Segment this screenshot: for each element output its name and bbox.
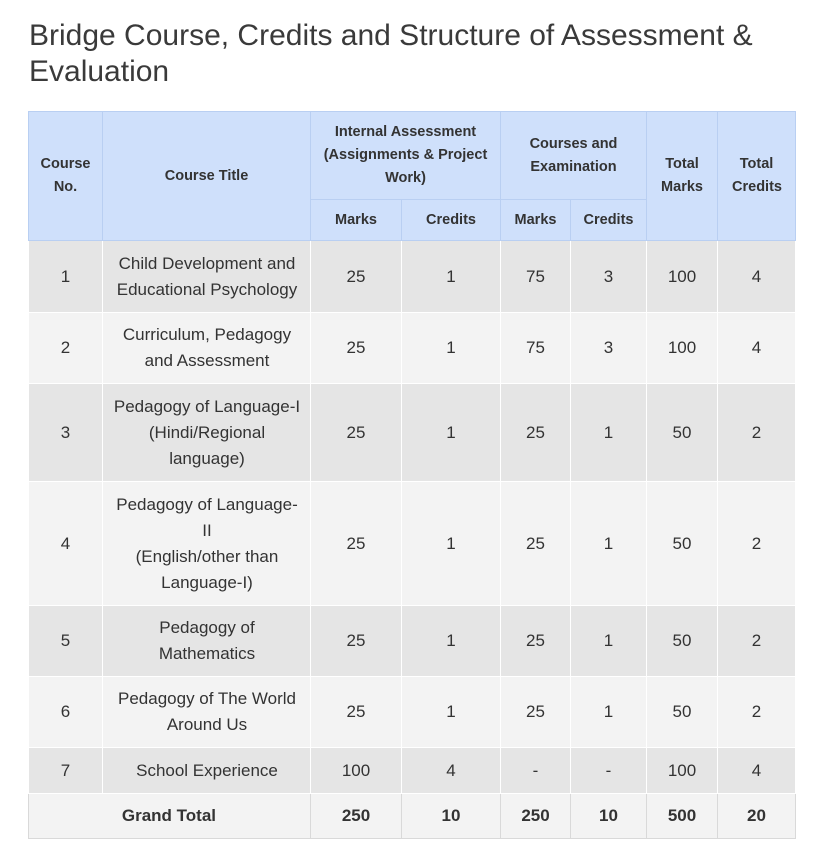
- cell-total-marks: 50: [647, 384, 718, 482]
- header-ia-marks: Marks: [311, 200, 402, 241]
- cell-total-marks: 50: [647, 677, 718, 748]
- header-total-marks: Total Marks: [647, 112, 718, 241]
- cell-ia-marks: 25: [311, 606, 402, 677]
- grand-total-ia-marks: 250: [311, 794, 402, 839]
- cell-ia-marks: 25: [311, 313, 402, 384]
- cell-total-credits: 2: [718, 606, 796, 677]
- cell-course-title: Pedagogy of Language-I (Hindi/Regional language): [103, 384, 311, 482]
- cell-ce-marks: 75: [501, 241, 571, 313]
- cell-total-credits: 4: [718, 748, 796, 794]
- cell-ia-credits: 1: [402, 313, 501, 384]
- cell-ia-marks: 25: [311, 384, 402, 482]
- page-title: Bridge Course, Credits and Structure of Assessment & Evaluation: [29, 19, 753, 88]
- cell-course-no: 6: [29, 677, 103, 748]
- cell-ce-credits: 1: [571, 677, 647, 748]
- cell-total-credits: 4: [718, 313, 796, 384]
- grand-total-label: Grand Total: [29, 794, 311, 839]
- cell-ce-marks: 25: [501, 606, 571, 677]
- cell-course-title: Pedagogy of Mathematics: [103, 606, 311, 677]
- cell-ia-credits: 1: [402, 384, 501, 482]
- grand-total-ce-marks: 250: [501, 794, 571, 839]
- cell-total-marks: 100: [647, 313, 718, 384]
- cell-ia-credits: 4: [402, 748, 501, 794]
- grand-total-total-credits: 20: [718, 794, 796, 839]
- cell-total-credits: 2: [718, 677, 796, 748]
- cell-ia-marks: 25: [311, 482, 402, 606]
- cell-ce-credits: 3: [571, 313, 647, 384]
- cell-total-marks: 100: [647, 748, 718, 794]
- cell-ia-credits: 1: [402, 606, 501, 677]
- grand-total-total-marks: 500: [647, 794, 718, 839]
- header-course-title: Course Title: [103, 112, 311, 241]
- cell-total-credits: 2: [718, 384, 796, 482]
- header-ce-credits: Credits: [571, 200, 647, 241]
- header-courses-examination: Courses and Examination: [501, 112, 647, 200]
- header-internal-assessment: Internal Assessment (Assignments & Project Work): [311, 112, 501, 200]
- cell-ia-marks: 100: [311, 748, 402, 794]
- cell-ia-credits: 1: [402, 241, 501, 313]
- header-row-top: [29, 112, 796, 200]
- table-row: [29, 482, 796, 606]
- table-row: [29, 677, 796, 748]
- table-row: [29, 313, 796, 384]
- cell-course-title: Child Development and Educational Psychology: [103, 241, 311, 313]
- cell-course-title-line1: Pedagogy of Language-II: [116, 494, 298, 540]
- table-row: [29, 241, 796, 313]
- cell-course-no: 3: [29, 384, 103, 482]
- cell-course-title: School Experience: [103, 748, 311, 794]
- grand-total-ce-credits: 10: [571, 794, 647, 839]
- cell-ce-marks: -: [501, 748, 571, 794]
- cell-course-no: 1: [29, 241, 103, 313]
- cell-ce-marks: 25: [501, 482, 571, 606]
- cell-total-credits: 2: [718, 482, 796, 606]
- cell-ce-credits: 1: [571, 384, 647, 482]
- grand-total-row: [29, 794, 796, 839]
- cell-total-marks: 100: [647, 241, 718, 313]
- cell-ce-credits: -: [571, 748, 647, 794]
- header-course-no: Course No.: [29, 112, 103, 241]
- header-ce-marks: Marks: [501, 200, 571, 241]
- cell-ce-marks: 25: [501, 677, 571, 748]
- cell-course-no: 4: [29, 482, 103, 606]
- cell-course-title: Curriculum, Pedagogy and Assessment: [103, 313, 311, 384]
- cell-course-title: Pedagogy of The World Around Us: [103, 677, 311, 748]
- cell-course-title-line2: (English/other than Language-I): [135, 546, 279, 592]
- header-ia-credits: Credits: [402, 200, 501, 241]
- table-row: [29, 384, 796, 482]
- table-row: [29, 748, 796, 794]
- cell-ce-credits: 1: [571, 482, 647, 606]
- cell-ia-marks: 25: [311, 241, 402, 313]
- cell-course-no: 7: [29, 748, 103, 794]
- assessment-table: [28, 111, 796, 839]
- grand-total-ia-credits: 10: [402, 794, 501, 839]
- cell-course-no: 2: [29, 313, 103, 384]
- cell-total-marks: 50: [647, 482, 718, 606]
- cell-ce-credits: 1: [571, 606, 647, 677]
- cell-course-title: [103, 482, 311, 606]
- cell-ia-marks: 25: [311, 677, 402, 748]
- cell-total-marks: 50: [647, 606, 718, 677]
- cell-ce-marks: 25: [501, 384, 571, 482]
- table-row: [29, 606, 796, 677]
- cell-ia-credits: 1: [402, 677, 501, 748]
- cell-ce-credits: 3: [571, 241, 647, 313]
- cell-ia-credits: 1: [402, 482, 501, 606]
- header-total-credits: Total Credits: [718, 112, 796, 241]
- cell-total-credits: 4: [718, 241, 796, 313]
- cell-ce-marks: 75: [501, 313, 571, 384]
- cell-course-no: 5: [29, 606, 103, 677]
